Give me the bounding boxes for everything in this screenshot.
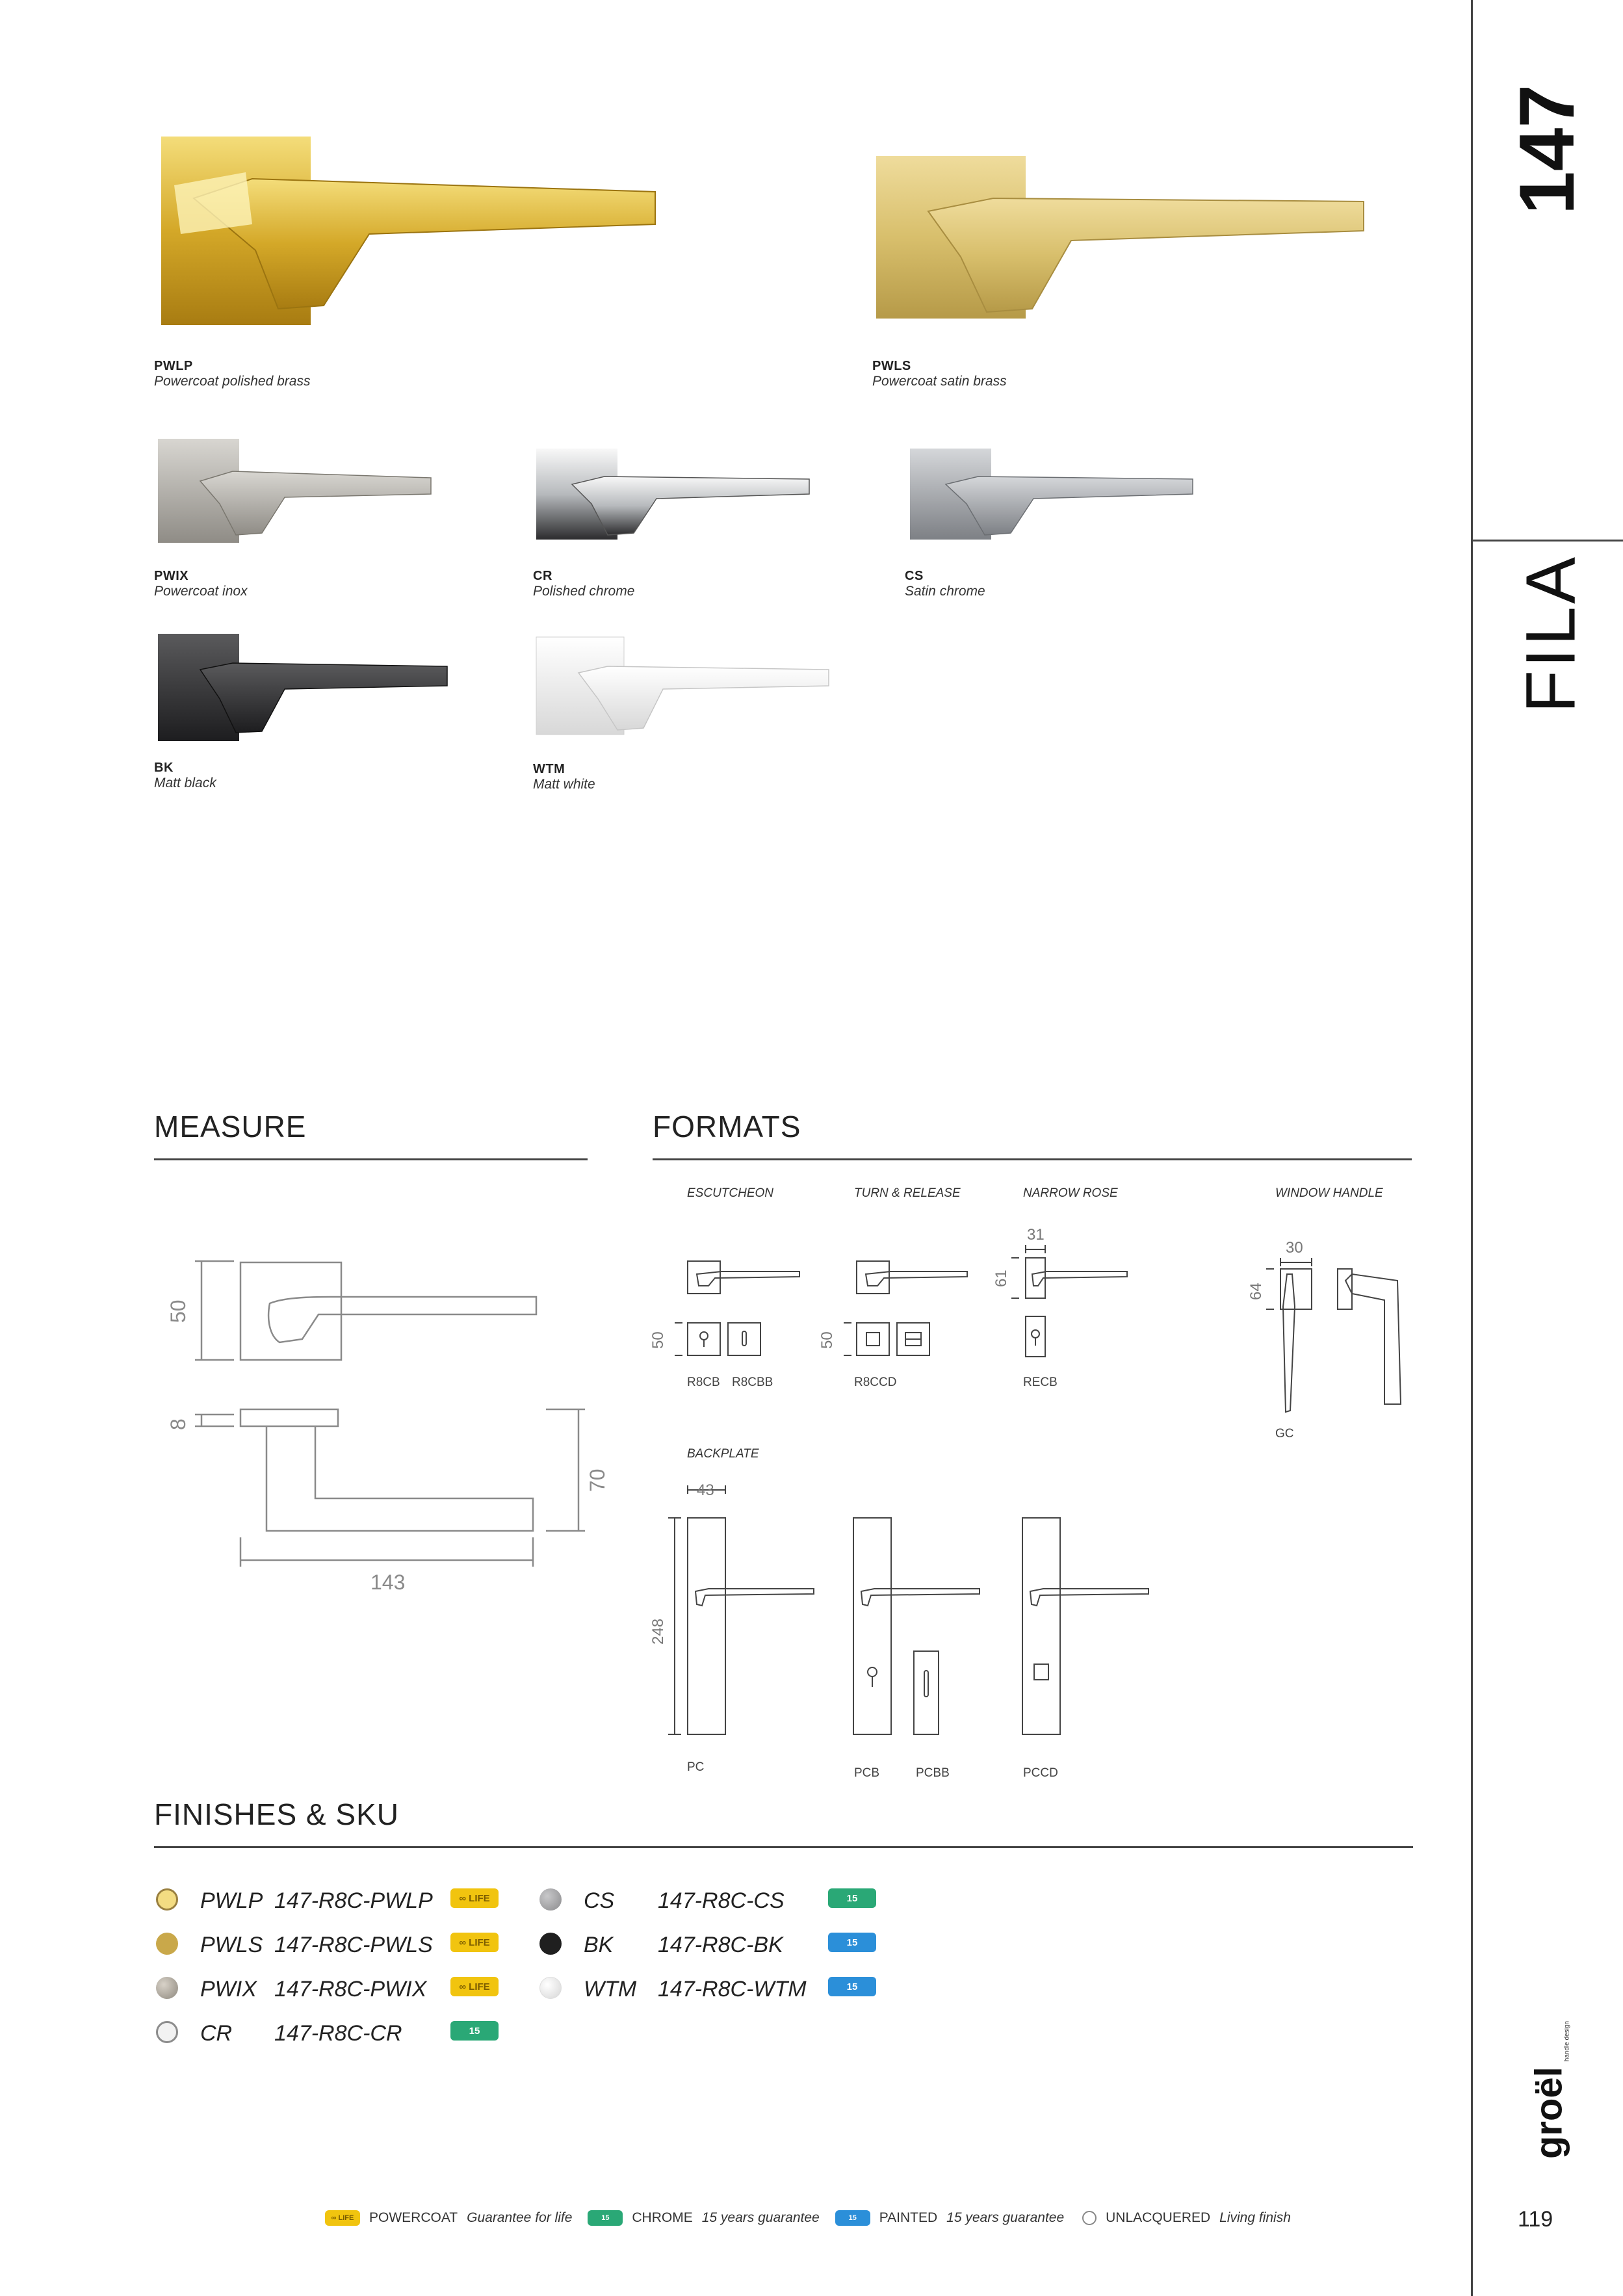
code-pc: PC (687, 1760, 705, 1774)
formats-drawing (643, 1209, 1423, 1781)
caption-pwix (154, 569, 248, 599)
sku-row-cs (584, 1888, 614, 1914)
formats-rule (653, 1158, 1412, 1160)
model-name: FILA (1511, 554, 1590, 714)
unlacquered-icon (1082, 2211, 1097, 2225)
sku-value-pwix: 147-R8C-PWIX (274, 1977, 427, 2002)
sku-code: PWLP (200, 1888, 263, 1913)
handle-image-pwix (155, 432, 460, 549)
handle-image-cs (907, 439, 1199, 549)
finish-code: PWIX (154, 569, 189, 583)
sku-code: CR (200, 2021, 233, 2046)
sku-value-cr: 147-R8C-CR (274, 2021, 402, 2046)
sku-value-wtm: 147-R8C-WTM (658, 1977, 807, 2002)
sku-row-pwlp (200, 1888, 263, 1914)
sku-code: PWLS (200, 1933, 263, 1957)
escutcheon-label: ESCUTCHEON (687, 1186, 774, 1200)
sku-value-pwls: 147-R8C-PWLS (274, 1933, 433, 1957)
dim-height: 70 (586, 1468, 609, 1492)
window-handle-label: WINDOW HANDLE (1275, 1186, 1383, 1200)
footer-name-chrome: CHROME (632, 2210, 693, 2225)
backplate-label: BACKPLATE (687, 1447, 759, 1461)
swatch-pwlp (156, 1888, 178, 1911)
finish-desc: Matt white (533, 777, 595, 792)
code-r8cbb: R8CBB (732, 1376, 773, 1389)
narrow-rose-label: NARROW ROSE (1023, 1186, 1118, 1200)
finish-code: CS (905, 569, 924, 583)
code-pcbb: PCBB (916, 1766, 950, 1780)
brand-name: groël (1527, 2067, 1570, 2159)
code-r8cb: R8CB (687, 1376, 720, 1389)
caption-cr (533, 569, 634, 599)
handle-image-pwls (870, 114, 1377, 328)
badge-painted-bk: 15 (828, 1933, 876, 1952)
dim-rose: 50 (166, 1299, 190, 1323)
dim-window-w: 30 (1286, 1239, 1303, 1257)
handle-image-cr (533, 439, 819, 549)
finish-desc: Powercoat polished brass (154, 374, 311, 389)
code-gc: GC (1275, 1427, 1294, 1441)
dim-narrow-w: 31 (1027, 1226, 1045, 1244)
dim-turn: 50 (818, 1331, 836, 1349)
sidebar-rule (1471, 540, 1623, 541)
dim-narrow-h: 61 (993, 1270, 1010, 1287)
page-number: 119 (1518, 2207, 1553, 2232)
badge-life-pwls: ∞ LIFE (450, 1933, 499, 1952)
code-recb: RECB (1023, 1376, 1058, 1389)
swatch-bk (539, 1933, 562, 1955)
footer-note-chrome: 15 years guarantee (701, 2210, 820, 2225)
sku-value-bk: 147-R8C-BK (658, 1933, 783, 1957)
badge-life-pwlp: ∞ LIFE (450, 1888, 499, 1908)
measure-rule (154, 1158, 588, 1160)
sku-code: CS (584, 1888, 615, 1913)
finish-desc: Matt black (154, 776, 216, 790)
brand-sub: handle design (1563, 2020, 1571, 2062)
caption-wtm (533, 762, 595, 792)
finish-code: PWLP (154, 359, 193, 373)
handle-image-bk (155, 627, 460, 744)
dim-thick: 8 (166, 1418, 190, 1430)
swatch-wtm (539, 1977, 562, 1999)
sku-code: PWIX (200, 1977, 257, 2002)
finishes-sku-rule (154, 1846, 1413, 1848)
footer-name-unlacquered: UNLACQUERED (1106, 2210, 1211, 2225)
brand-logo (1527, 2021, 1571, 2159)
footer-name-painted: PAINTED (879, 2210, 938, 2225)
dim-escutcheon: 50 (649, 1331, 667, 1349)
handle-image-wtm (533, 634, 832, 744)
sku-value-pwlp: 147-R8C-PWLP (274, 1888, 433, 1913)
footer-legend (325, 2210, 1291, 2226)
badge-painted-wtm: 15 (828, 1977, 876, 1996)
finish-desc: Powercoat satin brass (872, 374, 1007, 389)
dim-backplate-h: 248 (649, 1618, 667, 1645)
footer-badge-chrome: 15 (588, 2210, 623, 2226)
swatch-cr (156, 2021, 178, 2043)
dim-backplate-w: 43 (697, 1481, 714, 1499)
swatch-cs (539, 1888, 562, 1911)
caption-bk (154, 761, 216, 791)
badge-chrome-cs: 15 (828, 1888, 876, 1908)
model-number: 147 (1503, 84, 1591, 215)
finish-code: BK (154, 761, 174, 775)
sku-row-cr (200, 2021, 232, 2046)
footer-name-powercoat: POWERCOAT (369, 2210, 458, 2225)
caption-pwlp (154, 359, 310, 389)
measure-title: MEASURE (154, 1110, 307, 1143)
badge-chrome-cr: 15 (450, 2021, 499, 2041)
sku-row-pwls (200, 1933, 263, 1958)
sku-row-wtm (584, 1977, 636, 2002)
code-r8ccd: R8CCD (854, 1376, 897, 1389)
badge-life-pwix: ∞ LIFE (450, 1977, 499, 1996)
finish-desc: Polished chrome (533, 584, 635, 599)
footer-note-powercoat: Guarantee for life (467, 2210, 573, 2225)
measure-drawing (156, 1235, 624, 1599)
sku-row-pwix (200, 1977, 257, 2002)
turn-release-label: TURN & RELEASE (854, 1186, 961, 1200)
footer-badge-powercoat: ∞ LIFE (325, 2210, 360, 2226)
sidebar-divider (1471, 0, 1473, 2296)
dim-length: 143 (370, 1571, 406, 1594)
finishes-sku-title: FINISHES & SKU (154, 1797, 399, 1831)
dim-window-h: 64 (1247, 1283, 1265, 1300)
code-pccd: PCCD (1023, 1766, 1058, 1780)
footer-note-painted: 15 years guarantee (946, 2210, 1065, 2225)
sku-code: BK (584, 1933, 614, 1957)
caption-pwls (872, 359, 1007, 389)
caption-cs (905, 569, 985, 599)
sku-value-cs: 147-R8C-CS (658, 1888, 785, 1913)
finish-code: PWLS (872, 359, 911, 373)
footer-badge-painted: 15 (835, 2210, 870, 2226)
finish-code: WTM (533, 762, 565, 776)
handle-image-pwlp (155, 120, 662, 335)
sku-row-bk (584, 1933, 613, 1958)
finish-desc: Satin chrome (905, 584, 985, 599)
sku-code: WTM (584, 1977, 637, 2002)
finish-code: CR (533, 569, 552, 583)
swatch-pwls (156, 1933, 178, 1955)
finish-desc: Powercoat inox (154, 584, 248, 599)
footer-note-unlacquered: Living finish (1219, 2210, 1291, 2225)
code-pcb: PCB (854, 1766, 880, 1780)
swatch-pwix (156, 1977, 178, 1999)
formats-title: FORMATS (653, 1110, 801, 1143)
